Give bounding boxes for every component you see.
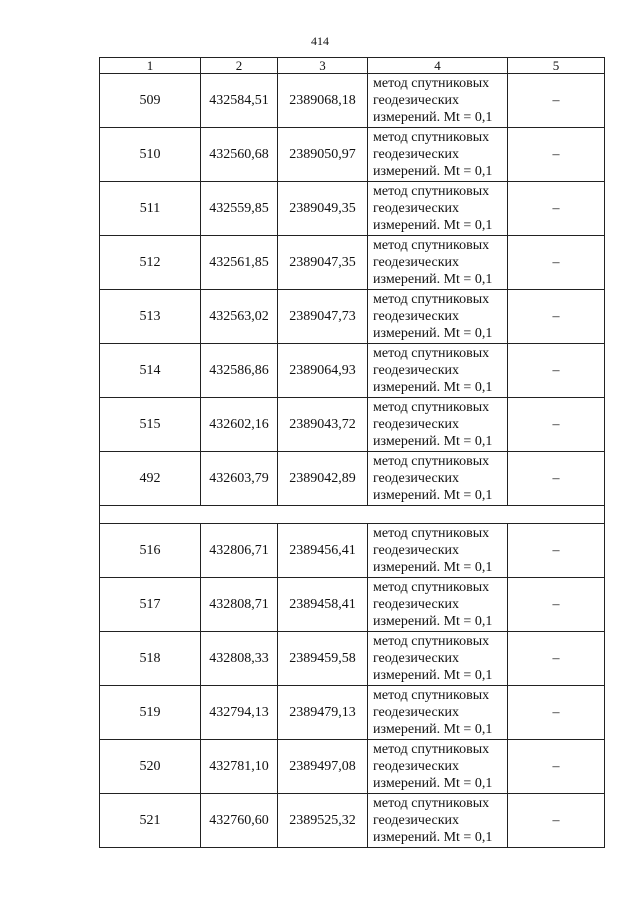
note-cell: – [508, 740, 605, 794]
point-number-cell: 515 [100, 398, 201, 452]
x-coordinate-cell: 432602,16 [201, 398, 278, 452]
section-separator-cell [100, 506, 605, 524]
y-coordinate-cell: 2389050,97 [278, 128, 368, 182]
y-coordinate-cell: 2389043,72 [278, 398, 368, 452]
column-header-3: 3 [278, 58, 368, 74]
x-coordinate-cell: 432603,79 [201, 452, 278, 506]
y-coordinate-cell: 2389456,41 [278, 524, 368, 578]
method-text-line2: геодезических [373, 309, 460, 324]
method-text-line3: измерений. Mt = 0,1 [373, 380, 493, 395]
method-text-line3: измерений. Mt = 0,1 [373, 560, 493, 575]
x-coordinate-cell: 432794,13 [201, 686, 278, 740]
x-coordinate-cell: 432584,51 [201, 74, 278, 128]
point-number-cell: 513 [100, 290, 201, 344]
method-cell [368, 740, 508, 794]
method-text-line2: геодезических [373, 651, 460, 666]
method-cell [368, 236, 508, 290]
table-row [100, 794, 605, 848]
table-row [100, 74, 605, 128]
y-coordinate-cell: 2389525,32 [278, 794, 368, 848]
note-cell: – [508, 182, 605, 236]
method-text-line2: геодезических [373, 93, 460, 108]
method-cell [368, 128, 508, 182]
method-text-line3: измерений. Mt = 0,1 [373, 434, 493, 449]
point-number-cell: 521 [100, 794, 201, 848]
method-text-line2: геодезических [373, 417, 460, 432]
method-text-line1: метод спутниковых [373, 454, 490, 469]
x-coordinate-cell: 432808,33 [201, 632, 278, 686]
x-coordinate-cell: 432559,85 [201, 182, 278, 236]
method-cell [368, 452, 508, 506]
x-coordinate-cell: 432781,10 [201, 740, 278, 794]
y-coordinate-cell: 2389047,35 [278, 236, 368, 290]
coordinates-table-body [100, 58, 605, 848]
method-text-line2: геодезических [373, 201, 460, 216]
method-text-line1: метод спутниковых [373, 526, 490, 541]
table-row [100, 182, 605, 236]
note-cell: – [508, 686, 605, 740]
x-coordinate-cell: 432806,71 [201, 524, 278, 578]
table-row [100, 632, 605, 686]
point-number-cell: 492 [100, 452, 201, 506]
x-coordinate-cell: 432560,68 [201, 128, 278, 182]
column-header-2: 2 [201, 58, 278, 74]
method-cell [368, 578, 508, 632]
method-text-line1: метод спутниковых [373, 130, 490, 145]
note-cell: – [508, 794, 605, 848]
method-text-line2: геодезических [373, 705, 460, 720]
note-cell: – [508, 128, 605, 182]
column-header-1: 1 [100, 58, 201, 74]
method-text-line2: геодезических [373, 147, 460, 162]
method-cell [368, 290, 508, 344]
method-text-line2: геодезических [373, 363, 460, 378]
method-text-line3: измерений. Mt = 0,1 [373, 614, 493, 629]
method-text-line1: метод спутниковых [373, 688, 490, 703]
table-row [100, 452, 605, 506]
point-number-cell: 509 [100, 74, 201, 128]
method-text-line3: измерений. Mt = 0,1 [373, 218, 493, 233]
table-row [100, 578, 605, 632]
y-coordinate-cell: 2389049,35 [278, 182, 368, 236]
point-number-cell: 519 [100, 686, 201, 740]
method-text-line2: геодезических [373, 543, 460, 558]
method-cell [368, 686, 508, 740]
method-text-line1: метод спутниковых [373, 796, 490, 811]
table-row [100, 128, 605, 182]
method-cell [368, 74, 508, 128]
method-cell [368, 794, 508, 848]
x-coordinate-cell: 432586,86 [201, 344, 278, 398]
table-row [100, 290, 605, 344]
point-number-cell: 518 [100, 632, 201, 686]
x-coordinate-cell: 432563,02 [201, 290, 278, 344]
table-header-row [100, 58, 605, 74]
method-text-line1: метод спутниковых [373, 346, 490, 361]
y-coordinate-cell: 2389042,89 [278, 452, 368, 506]
column-header-4: 4 [368, 58, 508, 74]
y-coordinate-cell: 2389047,73 [278, 290, 368, 344]
method-text-line1: метод спутниковых [373, 400, 490, 415]
coordinates-table [99, 57, 605, 848]
method-text-line3: измерений. Mt = 0,1 [373, 722, 493, 737]
table-row [100, 740, 605, 794]
method-text-line2: геодезических [373, 759, 460, 774]
table-row [100, 398, 605, 452]
table-row [100, 236, 605, 290]
y-coordinate-cell: 2389064,93 [278, 344, 368, 398]
method-text-line3: измерений. Mt = 0,1 [373, 164, 493, 179]
note-cell: – [508, 236, 605, 290]
note-cell: – [508, 344, 605, 398]
method-cell [368, 398, 508, 452]
method-text-line3: измерений. Mt = 0,1 [373, 830, 493, 845]
y-coordinate-cell: 2389479,13 [278, 686, 368, 740]
point-number-cell: 520 [100, 740, 201, 794]
method-text-line3: измерений. Mt = 0,1 [373, 668, 493, 683]
y-coordinate-cell: 2389497,08 [278, 740, 368, 794]
table-row [100, 686, 605, 740]
method-text-line3: измерений. Mt = 0,1 [373, 326, 493, 341]
method-text-line1: метод спутниковых [373, 580, 490, 595]
point-number-cell: 514 [100, 344, 201, 398]
note-cell: – [508, 290, 605, 344]
method-text-line2: геодезических [373, 597, 460, 612]
method-text-line1: метод спутниковых [373, 76, 490, 91]
method-text-line2: геодезических [373, 471, 460, 486]
note-cell: – [508, 524, 605, 578]
note-cell: – [508, 74, 605, 128]
method-cell [368, 524, 508, 578]
method-text-line2: геодезических [373, 255, 460, 270]
x-coordinate-cell: 432561,85 [201, 236, 278, 290]
note-cell: – [508, 632, 605, 686]
note-cell: – [508, 398, 605, 452]
method-text-line1: метод спутниковых [373, 292, 490, 307]
point-number-cell: 510 [100, 128, 201, 182]
page-number: 414 [311, 34, 329, 48]
method-text-line1: метод спутниковых [373, 238, 490, 253]
y-coordinate-cell: 2389458,41 [278, 578, 368, 632]
table-row [100, 524, 605, 578]
section-separator-row [100, 506, 605, 524]
note-cell: – [508, 452, 605, 506]
method-text-line3: измерений. Mt = 0,1 [373, 110, 493, 125]
point-number-cell: 516 [100, 524, 201, 578]
point-number-cell: 517 [100, 578, 201, 632]
method-cell [368, 182, 508, 236]
method-text-line3: измерений. Mt = 0,1 [373, 776, 493, 791]
method-text-line3: измерений. Mt = 0,1 [373, 488, 493, 503]
method-text-line1: метод спутниковых [373, 634, 490, 649]
x-coordinate-cell: 432760,60 [201, 794, 278, 848]
point-number-cell: 512 [100, 236, 201, 290]
method-cell [368, 632, 508, 686]
note-cell: – [508, 578, 605, 632]
method-text-line1: метод спутниковых [373, 184, 490, 199]
table-row [100, 344, 605, 398]
y-coordinate-cell: 2389068,18 [278, 74, 368, 128]
method-text-line1: метод спутниковых [373, 742, 490, 757]
point-number-cell: 511 [100, 182, 201, 236]
x-coordinate-cell: 432808,71 [201, 578, 278, 632]
method-text-line3: измерений. Mt = 0,1 [373, 272, 493, 287]
method-text-line2: геодезических [373, 813, 460, 828]
column-header-5: 5 [508, 58, 605, 74]
method-cell [368, 344, 508, 398]
y-coordinate-cell: 2389459,58 [278, 632, 368, 686]
